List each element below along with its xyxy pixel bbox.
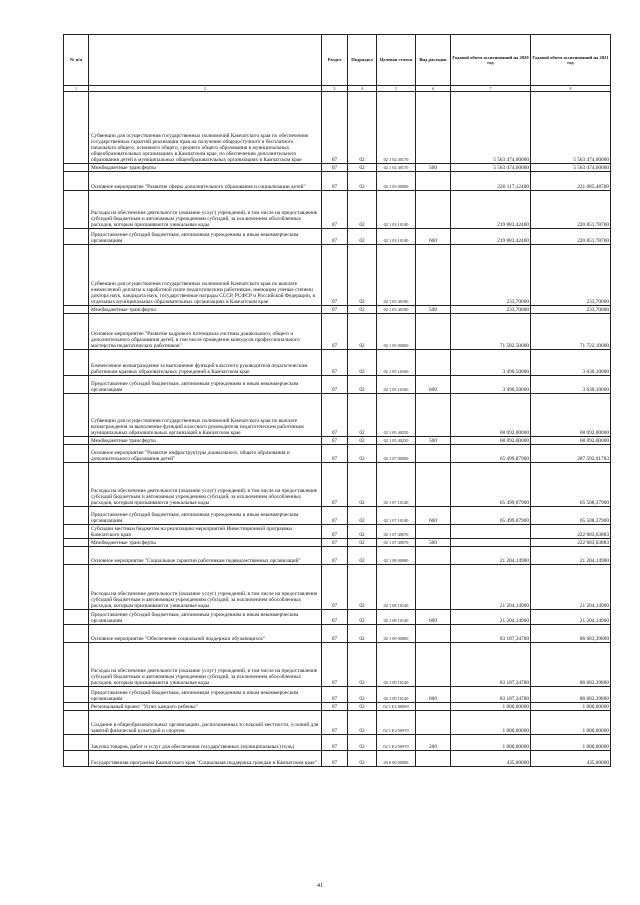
row-podrazdel-cell: 02 (348, 625, 377, 643)
row-podrazdel-cell: 02 (348, 751, 377, 767)
header-podrazdel: Подраздел (348, 35, 377, 86)
row-razdel-cell: 07 (322, 539, 348, 547)
table-row (64, 539, 611, 547)
colnum: 7 (451, 86, 531, 92)
row-expense-type-cell (416, 703, 451, 711)
row-razdel-cell: 07 (322, 751, 348, 767)
row-target-article-cell: 02 1 07 40070 (377, 525, 416, 539)
row-name-cell: Региональный проект "Успех каждого ребенка" (89, 703, 322, 711)
row-expense-type-cell: 500 (416, 306, 451, 314)
row-target-article-cell: 02 1 03 00000 (377, 172, 416, 191)
row-target-article-cell: 02 1 07 00000 (377, 445, 416, 463)
table-row (64, 172, 611, 191)
row-amount-2021-cell: 3 630,10000 (531, 376, 611, 394)
row-num-cell (64, 539, 89, 547)
row-amount-2020-cell: 233,70000 (451, 306, 531, 314)
row-expense-type-cell: 600 (416, 507, 451, 525)
row-razdel-cell: 07 (322, 547, 348, 565)
row-amount-2020-cell: 3 490,50000 (451, 350, 531, 376)
row-amount-2021-cell: 1 000,00000 (531, 711, 611, 735)
colnum: 3 (322, 86, 348, 92)
row-podrazdel-cell: 02 (348, 245, 377, 306)
row-amount-2020-cell: 68 092,00000 (451, 394, 531, 437)
row-amount-2021-cell: 287 592,01783 (531, 445, 611, 463)
row-name-cell: Основное мероприятие "Развитие инфраструктуры дошкольного, общего образования и дополнительного образования детей" (89, 445, 322, 463)
row-name-cell: Субвенции для осуществления государственных полномочий Камчатского края по выплате ежемесячной доплаты к заработной плате педагогическим работникам, имеющим ученые степени доктора наук, кандидата наук, государственные награды СССР, РСФСР и Российской Федерации, в отдельных муниципальных образовательных организациях в Камчатском крае (89, 245, 322, 306)
table-row (64, 245, 611, 306)
colnum: 6 (416, 86, 451, 92)
row-amount-2020-cell: 435,00000 (451, 751, 531, 767)
row-amount-2020-cell: 68 092,00000 (451, 437, 531, 445)
row-num-cell (64, 643, 89, 687)
row-amount-2020-cell: 83 187,34700 (451, 625, 531, 643)
row-podrazdel-cell: 02 (348, 463, 377, 507)
row-podrazdel-cell: 02 (348, 610, 377, 625)
row-amount-2020-cell (451, 525, 531, 539)
row-amount-2020-cell: 83 187,34700 (451, 643, 531, 687)
row-podrazdel-cell: 02 (348, 314, 377, 350)
row-expense-type-cell: 200 (416, 735, 451, 751)
header-row (64, 35, 611, 86)
row-num-cell (64, 376, 89, 394)
colnum: 5 (377, 86, 416, 92)
row-amount-2021-cell: 222 083,63883 (531, 539, 611, 547)
row-podrazdel-cell: 02 (348, 394, 377, 437)
row-target-article-cell: 02 1 08 00000 (377, 547, 416, 565)
row-amount-2020-cell: 219 883,42400 (451, 191, 531, 229)
row-razdel-cell: 07 (322, 463, 348, 507)
row-amount-2020-cell: 1 000,00000 (451, 735, 531, 751)
row-num-cell (64, 735, 89, 751)
row-expense-type-cell (416, 350, 451, 376)
row-num-cell (64, 92, 89, 164)
table-row (64, 643, 611, 687)
header-target-article: Целевая статья (377, 35, 416, 86)
row-amount-2021-cell: 220 851,78700 (531, 229, 611, 245)
row-amount-2020-cell: 5 563 474,00000 (451, 164, 531, 172)
row-podrazdel-cell: 02 (348, 350, 377, 376)
row-num-cell (64, 191, 89, 229)
table-row (64, 507, 611, 525)
row-podrazdel-cell: 02 (348, 376, 377, 394)
header-razdel: Раздел (322, 35, 348, 86)
row-amount-2021-cell: 65 508,37900 (531, 507, 611, 525)
table-row (64, 547, 611, 565)
row-podrazdel-cell: 02 (348, 703, 377, 711)
row-name-cell: Создание в общеобразовательных организациях, расположенных в сельской местности, условий для занятий физической культурой и спортом (89, 711, 322, 735)
row-podrazdel-cell: 02 (348, 172, 377, 191)
row-num-cell (64, 625, 89, 643)
row-amount-2020-cell: 65 499,87900 (451, 445, 531, 463)
row-amount-2020-cell: 220 117,12400 (451, 172, 531, 191)
row-target-article-cell: 02 1 02 40170 (377, 92, 416, 164)
row-expense-type-cell: 600 (416, 376, 451, 394)
row-num-cell (64, 525, 89, 539)
row-amount-2021-cell: 233,70000 (531, 245, 611, 306)
header-year-2020: Годовой объем ассигнований на 2020 год (451, 35, 531, 86)
row-podrazdel-cell: 02 (348, 229, 377, 245)
row-name-cell: Предоставление субсидий бюджетным, автономным учреждениям и иным некоммерческим организациям (89, 507, 322, 525)
row-num-cell (64, 687, 89, 703)
row-razdel-cell: 07 (322, 245, 348, 306)
row-expense-type-cell (416, 314, 451, 350)
row-expense-type-cell (416, 394, 451, 437)
row-num-cell (64, 565, 89, 610)
row-razdel-cell: 07 (322, 92, 348, 164)
row-target-article-cell: 02 1 07 40070 (377, 539, 416, 547)
row-name-cell: Закупка товаров, работ и услуг для обеспечения государственных (муниципальных) нужд (89, 735, 322, 751)
row-num-cell (64, 394, 89, 437)
row-expense-type-cell (416, 711, 451, 735)
colnum: 1 (64, 86, 89, 92)
row-podrazdel-cell: 02 (348, 525, 377, 539)
row-target-article-cell: 02 1 09 10140 (377, 643, 416, 687)
colnum: 4 (348, 86, 377, 92)
row-amount-2021-cell: 3 630,10000 (531, 350, 611, 376)
row-amount-2021-cell: 221 085,48700 (531, 172, 611, 191)
row-amount-2021-cell: 220 851,78700 (531, 191, 611, 229)
row-expense-type-cell: 500 (416, 437, 451, 445)
table-row (64, 394, 611, 437)
row-target-article-cell: 02 1 07 10140 (377, 507, 416, 525)
row-name-cell: Государственная программа Камчатского края "Социальная поддержка граждан в Камчатском крае" (89, 751, 322, 767)
table-row (64, 463, 611, 507)
table-row (64, 751, 611, 767)
row-target-article-cell: 03 0 00 00000 (377, 751, 416, 767)
row-target-article-cell: 02 1 E2 00000 (377, 703, 416, 711)
table-row (64, 625, 611, 643)
row-amount-2020-cell: 1 000,00000 (451, 711, 531, 735)
table-row (64, 703, 611, 711)
row-razdel-cell: 07 (322, 565, 348, 610)
row-razdel-cell: 07 (322, 711, 348, 735)
header-num: № п/п (64, 35, 89, 86)
row-expense-type-cell (416, 245, 451, 306)
row-target-article-cell: 02 1 05 10160 (377, 350, 416, 376)
row-expense-type-cell: 600 (416, 610, 451, 625)
table-row (64, 445, 611, 463)
row-podrazdel-cell: 02 (348, 565, 377, 610)
row-target-article-cell: 02 1 05 40250 (377, 437, 416, 445)
row-num-cell (64, 507, 89, 525)
row-amount-2021-cell: 1 000,00000 (531, 735, 611, 751)
row-num-cell (64, 445, 89, 463)
row-amount-2021-cell: 71 722,10000 (531, 314, 611, 350)
row-expense-type-cell (416, 92, 451, 164)
row-amount-2021-cell: 5 563 474,00000 (531, 92, 611, 164)
row-name-cell: Субвенции для осуществления государственных полномочий Камчатского края по выплате вознаграждения за выполнение функций классного руководителя педагогическим работникам муниципальных образовательных организаций в Камчатском крае (89, 394, 322, 437)
colnum: 8 (531, 86, 611, 92)
row-target-article-cell: 02 1 08 10140 (377, 565, 416, 610)
row-amount-2021-cell: 86 683,39800 (531, 643, 611, 687)
row-razdel-cell: 07 (322, 445, 348, 463)
row-amount-2021-cell: 21 204,14900 (531, 547, 611, 565)
row-expense-type-cell (416, 643, 451, 687)
row-name-cell: Межбюджетные трансферты (89, 306, 322, 314)
header-year-2021: Годовой объем ассигнований на 2021 год (531, 35, 611, 86)
row-num-cell (64, 306, 89, 314)
row-amount-2020-cell: 83 187,34700 (451, 687, 531, 703)
row-target-article-cell: 02 1 02 40170 (377, 164, 416, 172)
row-name-cell: Предоставление субсидий бюджетным, автономным учреждениям и иным некоммерческим организациям (89, 229, 322, 245)
table-row (64, 437, 611, 445)
row-name-cell: Предоставление субсидий бюджетным, автономным учреждениям и иным некоммерческим организациям (89, 610, 322, 625)
table-row (64, 565, 611, 610)
row-amount-2020-cell: 3 490,50000 (451, 376, 531, 394)
header-expense-type: Вид расходов (416, 35, 451, 86)
row-razdel-cell: 07 (322, 306, 348, 314)
row-expense-type-cell: 500 (416, 539, 451, 547)
table-row (64, 306, 611, 314)
table-row (64, 711, 611, 735)
row-razdel-cell: 07 (322, 643, 348, 687)
row-expense-type-cell (416, 751, 451, 767)
row-expense-type-cell: 600 (416, 229, 451, 245)
row-expense-type-cell (416, 565, 451, 610)
row-razdel-cell: 07 (322, 172, 348, 191)
row-num-cell (64, 463, 89, 507)
row-num-cell (64, 350, 89, 376)
row-amount-2020-cell: 21 204,14900 (451, 547, 531, 565)
row-razdel-cell: 07 (322, 191, 348, 229)
row-target-article-cell: 02 1 09 00000 (377, 625, 416, 643)
row-razdel-cell: 07 (322, 687, 348, 703)
row-podrazdel-cell: 02 (348, 711, 377, 735)
row-num-cell (64, 314, 89, 350)
row-amount-2021-cell: 86 683,39800 (531, 687, 611, 703)
row-amount-2021-cell: 65 508,37900 (531, 463, 611, 507)
page-number: 41 (317, 883, 323, 889)
row-num-cell (64, 547, 89, 565)
row-razdel-cell: 07 (322, 229, 348, 245)
row-amount-2020-cell: 21 204,14900 (451, 610, 531, 625)
row-amount-2021-cell: 1 000,00000 (531, 703, 611, 711)
row-amount-2020-cell: 21 204,14900 (451, 565, 531, 610)
row-num-cell (64, 164, 89, 172)
row-razdel-cell: 07 (322, 164, 348, 172)
row-target-article-cell: 02 1 03 40190 (377, 245, 416, 306)
row-razdel-cell: 07 (322, 525, 348, 539)
row-amount-2020-cell (451, 539, 531, 547)
row-razdel-cell: 07 (322, 394, 348, 437)
row-name-cell: Субсидии местным бюджетам на реализацию мероприятий Инвестиционной программы Камчатского края (89, 525, 322, 539)
row-amount-2020-cell: 219 883,42400 (451, 229, 531, 245)
row-target-article-cell: 02 1 E2 50970 (377, 711, 416, 735)
row-amount-2021-cell: 5 563 474,00000 (531, 164, 611, 172)
row-razdel-cell: 07 (322, 610, 348, 625)
row-podrazdel-cell: 02 (348, 687, 377, 703)
row-expense-type-cell: 600 (416, 687, 451, 703)
row-target-article-cell: 02 1 05 40250 (377, 394, 416, 437)
row-amount-2021-cell: 86 683,39800 (531, 625, 611, 643)
row-target-article-cell: 02 1 05 10160 (377, 376, 416, 394)
row-target-article-cell: 02 1 05 00000 (377, 314, 416, 350)
row-num-cell (64, 711, 89, 735)
row-expense-type-cell (416, 172, 451, 191)
row-name-cell: Субвенции для осуществления государственных полномочий Камчатского края по обеспечению государственных гарантий реализации прав на получение общедоступного и бесплатного начального общего, основного общего, среднего общего образования в муниципальных общеобразовательных организациях в Камчатском крае, по обеспечению дополнительного образования детей в муниципальных общеобразовательных организациях в Камчатском крае (89, 92, 322, 164)
row-amount-2020-cell: 71 582,50000 (451, 314, 531, 350)
row-amount-2020-cell: 5 563 474,00000 (451, 92, 531, 164)
table-row (64, 350, 611, 376)
row-name-cell: Предоставление субсидий бюджетным, автономным учреждениям и иным некоммерческим организациям (89, 376, 322, 394)
row-amount-2021-cell: 21 204,14900 (531, 565, 611, 610)
row-amount-2020-cell: 233,70000 (451, 245, 531, 306)
row-podrazdel-cell: 02 (348, 306, 377, 314)
row-name-cell: Предоставление субсидий бюджетным, автономным учреждениям и иным некоммерческим организациям (89, 687, 322, 703)
row-name-cell: Основное мероприятие "Развитие кадрового потенциала системы дошкольного, общего и дополнительного образования детей, в том числе проведение конкурсов профессионального мастерства педагогических работников" (89, 314, 322, 350)
row-expense-type-cell (416, 191, 451, 229)
row-num-cell (64, 229, 89, 245)
row-num-cell (64, 610, 89, 625)
row-name-cell: Межбюджетные трансферты (89, 437, 322, 445)
row-expense-type-cell (416, 525, 451, 539)
row-podrazdel-cell: 02 (348, 92, 377, 164)
row-razdel-cell: 07 (322, 376, 348, 394)
row-amount-2020-cell: 1 000,00000 (451, 703, 531, 711)
table-row (64, 687, 611, 703)
row-razdel-cell: 07 (322, 625, 348, 643)
row-amount-2021-cell: 21 204,14900 (531, 610, 611, 625)
row-razdel-cell: 07 (322, 703, 348, 711)
row-podrazdel-cell: 02 (348, 547, 377, 565)
row-name-cell: Основное мероприятие "Социальные гарантии работникам подведомственных организаций" (89, 547, 322, 565)
row-target-article-cell: 02 1 03 40190 (377, 306, 416, 314)
row-podrazdel-cell: 02 (348, 164, 377, 172)
row-expense-type-cell (416, 547, 451, 565)
row-target-article-cell: 02 1 08 10140 (377, 610, 416, 625)
table-row (64, 525, 611, 539)
row-num-cell (64, 245, 89, 306)
row-target-article-cell: 02 1 03 10140 (377, 229, 416, 245)
table-row (64, 164, 611, 172)
row-name-cell: Расходы на обеспечение деятельности (оказание услуг) учреждений, в том числе на предоставление субсидий бюджетным и автономным учреждениям субсидий, за исключением обособленных расходов, которым присваиваются уникальные коды (89, 643, 322, 687)
row-amount-2020-cell: 65 499,87900 (451, 507, 531, 525)
table-row (64, 376, 611, 394)
row-razdel-cell: 07 (322, 314, 348, 350)
header-name (89, 35, 322, 86)
row-name-cell: Расходы на обеспечение деятельности (оказание услуг) учреждений, в том числе на предоставление субсидий бюджетным и автономным учреждениям субсидий, за исключением обособленных расходов, которым присваиваются уникальные коды (89, 565, 322, 610)
row-podrazdel-cell: 02 (348, 191, 377, 229)
row-razdel-cell: 07 (322, 507, 348, 525)
row-expense-type-cell (416, 445, 451, 463)
row-expense-type-cell (416, 625, 451, 643)
row-podrazdel-cell: 02 (348, 445, 377, 463)
budget-table (63, 34, 611, 767)
table-row (64, 314, 611, 350)
row-podrazdel-cell: 02 (348, 735, 377, 751)
table-row (64, 229, 611, 245)
row-name-cell: Межбюджетные трансферты (89, 164, 322, 172)
row-podrazdel-cell: 02 (348, 539, 377, 547)
row-amount-2020-cell: 65 499,87900 (451, 463, 531, 507)
budget-table-page (63, 34, 610, 767)
table-row (64, 610, 611, 625)
row-amount-2021-cell: 435,00000 (531, 751, 611, 767)
row-name-cell: Основное мероприятие "Обеспечение социальной поддержки обучающихся" (89, 625, 322, 643)
table-row (64, 92, 611, 164)
row-amount-2021-cell: 222 083,63883 (531, 525, 611, 539)
row-num-cell (64, 751, 89, 767)
row-num-cell (64, 172, 89, 191)
row-target-article-cell: 02 1 03 10140 (377, 191, 416, 229)
row-podrazdel-cell: 02 (348, 507, 377, 525)
row-name-cell: Расходы на обеспечение деятельности (оказание услуг) учреждений, в том числе на предоставление субсидий бюджетным и автономным учреждениям субсидий, за исключением обособленных расходов, которым присваиваются уникальные коды (89, 463, 322, 507)
row-num-cell (64, 437, 89, 445)
row-razdel-cell: 07 (322, 735, 348, 751)
row-expense-type-cell (416, 463, 451, 507)
row-name-cell: Ежемесячное вознаграждение за выполнение функций классного руководителя педагогическим работникам краевых образовательных учреждений в Камчатском крае (89, 350, 322, 376)
row-amount-2021-cell: 233,70000 (531, 306, 611, 314)
row-razdel-cell: 07 (322, 350, 348, 376)
table-row (64, 191, 611, 229)
row-target-article-cell: 02 1 09 10140 (377, 687, 416, 703)
row-podrazdel-cell: 02 (348, 643, 377, 687)
row-razdel-cell: 07 (322, 437, 348, 445)
row-amount-2021-cell: 68 092,00000 (531, 394, 611, 437)
row-amount-2021-cell: 68 092,00000 (531, 437, 611, 445)
colnum: 2 (89, 86, 322, 92)
row-target-article-cell: 02 1 E2 50970 (377, 735, 416, 751)
row-podrazdel-cell: 02 (348, 437, 377, 445)
row-num-cell (64, 703, 89, 711)
row-name-cell: Основное мероприятие "Развитие сферы дополнительного образования и социализации детей" (89, 172, 322, 191)
row-target-article-cell: 02 1 07 10140 (377, 463, 416, 507)
row-name-cell: Межбюджетные трансферты (89, 539, 322, 547)
row-name-cell: Расходы на обеспечение деятельности (оказание услуг) учреждений, в том числе на предоставление субсидий бюджетным и автономным учреждениям субсидий, за исключением обособленных расходов, которым присваиваются уникальные коды (89, 191, 322, 229)
table-row (64, 735, 611, 751)
row-expense-type-cell: 500 (416, 164, 451, 172)
